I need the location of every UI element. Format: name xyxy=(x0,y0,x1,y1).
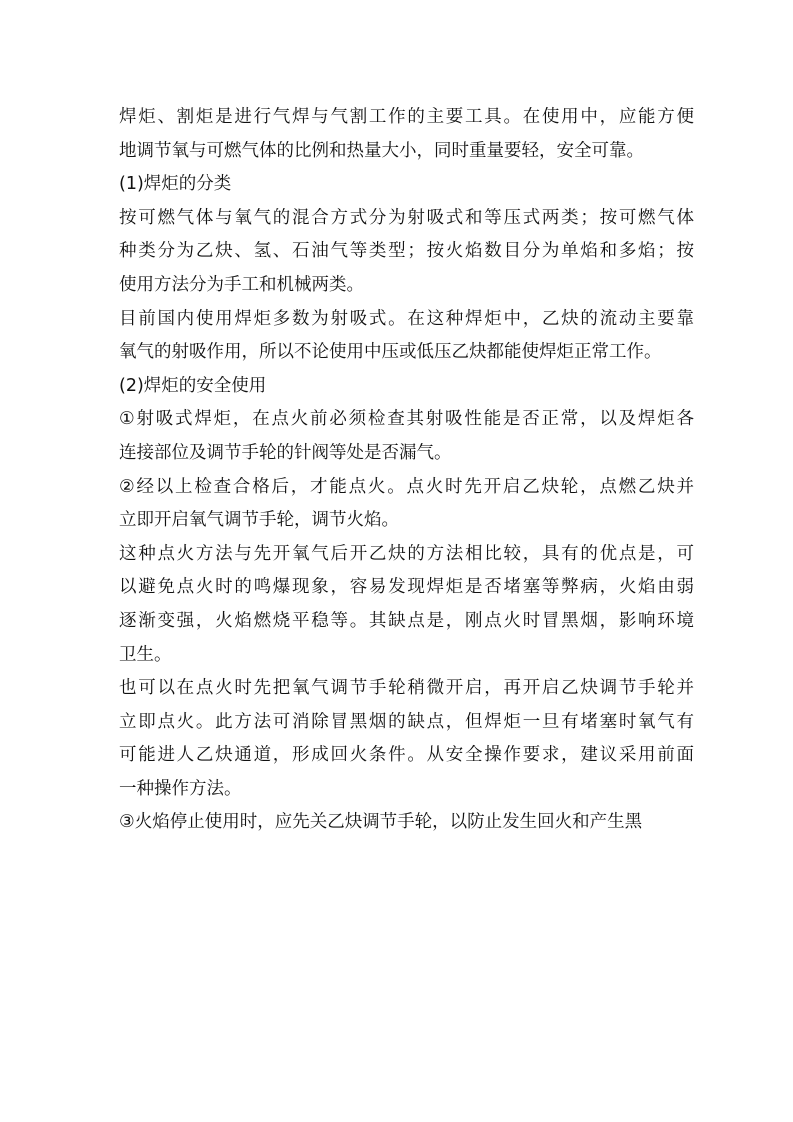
text-line: 立即点火。此方法可消除冒黑烟的缺点，但焊炬一旦有堵塞时氧气有 xyxy=(119,711,694,732)
paragraph-heading-2 xyxy=(119,370,694,404)
paragraph-method-compare xyxy=(119,538,694,672)
text-line: 一种操作方法。 xyxy=(119,778,242,799)
text-line: 焊炬、割炬是进行气焊与气割工作的主要工具。在使用中，应能方便 xyxy=(119,107,694,127)
text-line: (2)焊炬的安全使用 xyxy=(119,375,267,396)
paragraph-item-3 xyxy=(119,806,694,840)
paragraph-item-2 xyxy=(119,471,694,538)
text-line: 这种点火方法与先开氧气后开乙炔的方法相比较，具有的优点是，可 xyxy=(119,543,694,564)
text-line: 种类分为乙炔、氢、石油气等类型；按火焰数目分为单焰和多焰；按 xyxy=(119,241,694,262)
text-line: 使用方法分为手工和机械两类。 xyxy=(119,274,364,295)
paragraph-item-1 xyxy=(119,403,694,470)
text-line: 卫生。 xyxy=(119,644,172,665)
text-line: 连接部位及调节手轮的针阀等处是否漏气。 xyxy=(119,442,452,463)
paragraph-heading-1 xyxy=(119,168,694,202)
text-line: 目前国内使用焊炬多数为射吸式。在这种焊炬中，乙炔的流动主要靠 xyxy=(119,308,694,329)
paragraph-alt-method xyxy=(119,672,694,806)
text-line: 按可燃气体与氧气的混合方式分为射吸式和等压式两类；按可燃气体 xyxy=(119,207,694,228)
text-line: ①射吸式焊炬，在点火前必须检查其射吸性能是否正常，以及焊炬各 xyxy=(119,409,694,430)
text-line: ③火焰停止使用时，应先关乙炔调节手轮，以防止发生回火和产生黑 xyxy=(119,812,643,833)
text-line: 地调节氧与可燃气体的比例和热量大小，同时重量要轻，安全可靠。 xyxy=(119,140,644,161)
text-line: 也可以在点火时先把氧气调节手轮稍微开启，再开启乙炔调节手轮并 xyxy=(119,678,694,699)
text-line: 以避免点火时的鸣爆现象，容易发现焊炬是否堵塞等弊病，火焰由弱 xyxy=(119,577,694,598)
paragraph-intro xyxy=(119,101,694,168)
text-line: 立即开启氧气调节手轮，调节火焰。 xyxy=(119,510,399,531)
paragraph-classification xyxy=(119,202,694,303)
text-line: 氧气的射吸作用，所以不论使用中压或低压乙炔都能使焊炬正常工作。 xyxy=(119,342,662,363)
text-line: 可能进人乙炔通道，形成回火条件。从安全操作要求，建议采用前面 xyxy=(119,745,694,766)
document-body xyxy=(119,101,694,840)
text-line: (1)焊炬的分类 xyxy=(119,174,232,195)
paragraph-domestic xyxy=(119,303,694,370)
text-line: ②经以上检查合格后，才能点火。点火时先开启乙炔轮，点燃乙炔并 xyxy=(119,476,694,497)
text-line: 逐渐变强，火焰燃烧平稳等。其缺点是，刚点火时冒黑烟，影响环境 xyxy=(119,610,694,631)
